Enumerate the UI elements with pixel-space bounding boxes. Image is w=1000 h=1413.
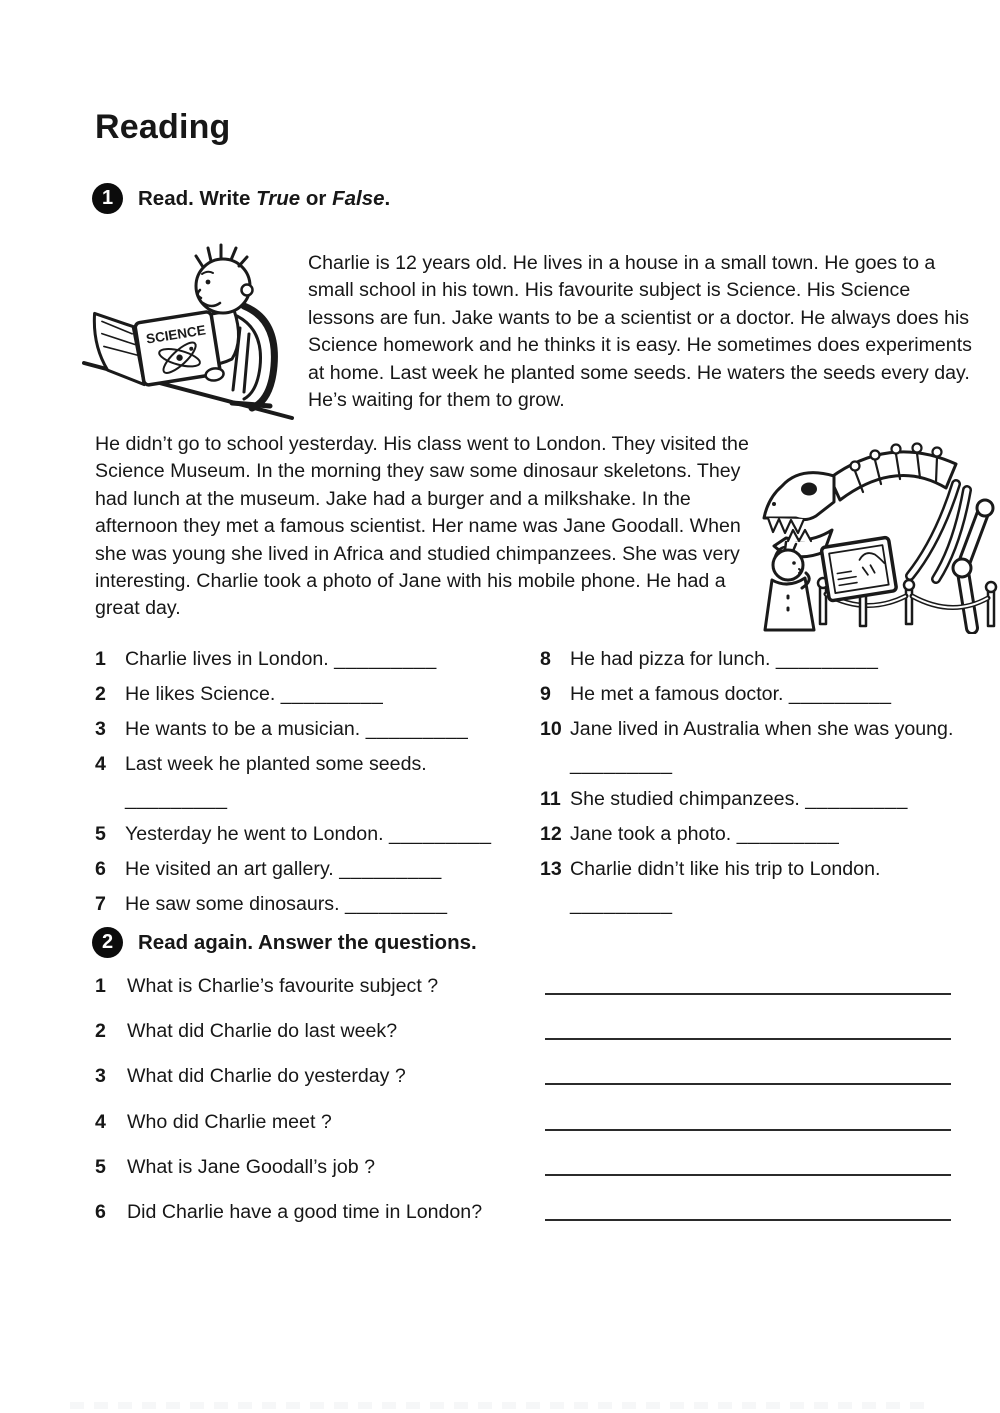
page-title: Reading: [95, 108, 231, 146]
instruction-text: Read. Write: [138, 186, 257, 210]
answer-blank: _________: [805, 788, 908, 810]
tf-statement: [95, 683, 540, 707]
statement-text: Jane lived in Australia when she was young.: [570, 718, 954, 740]
statement-number: 9: [540, 683, 551, 705]
dinosaur-museum-drawing: [760, 426, 1000, 634]
info-sign: [821, 537, 897, 626]
answer-line: [545, 1219, 951, 1221]
tf-statement: [540, 823, 1000, 847]
statement-text: Charlie didn’t like his trip to London.: [570, 858, 881, 880]
statement-text: He saw some dinosaurs.: [125, 893, 340, 915]
questions-list: [95, 975, 956, 1246]
dinosaur-skeleton-illustration: [760, 426, 1000, 634]
statement-number: 11: [540, 788, 561, 810]
statement-text: Charlie lives in London.: [125, 648, 329, 670]
book-title: SCIENCE: [145, 322, 207, 347]
exercise2-header: [92, 927, 477, 958]
statement-text: He had pizza for lunch.: [570, 648, 771, 670]
answer-blank: _________: [788, 683, 892, 705]
answer-line: [545, 1083, 951, 1085]
answer-line: [545, 1038, 951, 1040]
answer-blank: _________: [345, 893, 448, 915]
question-text: What did Charlie do yesterday ?: [127, 1065, 406, 1088]
tf-statement: [95, 823, 540, 847]
tf-statement: [540, 648, 1000, 672]
statement-number: 6: [95, 858, 106, 880]
statement-text: He likes Science.: [125, 683, 276, 705]
exercise1-header: [92, 183, 390, 214]
book-back-pages: [92, 308, 144, 391]
answer-blank: _________: [775, 648, 879, 670]
question-number: 5: [95, 1155, 106, 1178]
instruction-false-word: False: [332, 186, 385, 210]
boy-reading-drawing: [82, 240, 295, 421]
statement-text: Yesterday he went to London.: [125, 823, 384, 845]
question-number: 1: [95, 975, 106, 997]
answer-line: [545, 1174, 951, 1176]
question-number: 2: [95, 1020, 106, 1043]
answer-blank: _________: [365, 718, 469, 740]
question-row: [95, 1111, 956, 1156]
boy-reading-illustration: [82, 240, 295, 421]
question-number: 4: [95, 1110, 106, 1133]
answer-blank: _________: [570, 893, 673, 915]
statement-number: 5: [95, 823, 106, 845]
statement-text: Jane took a photo.: [570, 823, 732, 845]
question-text: What is Charlie’s favourite subject ?: [127, 975, 439, 997]
dino-neck: [830, 444, 956, 501]
exercise1-instruction: [138, 187, 390, 211]
tf-blank-row: [95, 788, 540, 812]
statement-text: Last week he planted some seeds.: [125, 753, 427, 775]
tf-blank-row: [540, 893, 1000, 917]
question-row: [95, 1201, 956, 1246]
reading-paragraph-1: Charlie is 12 years old. He lives in a house in a small town. He goes to a small school in his town. His favourite subject is Science. His Science lessons are fun. Jake wants to be a scientist or a doctor. He always does his Science homework and he thinks it is easy. He sometimes does experiments at home. Last week he planted some seeds. He waters the seeds every day. He’s waiting for them to grow.: [308, 252, 972, 412]
reading-paragraph-2: He didn’t go to school yesterday. His class went to London. They visited the Science Museum. In the morning they saw some dinosaur skeletons. They had lunch at the museum. Jake had a burger and a milkshake. In the afternoon they met a famous scientist. Her name was Jane Goodall. When she was young she lived in Africa and studied chimpanzees. She was very interesting. Charlie took a photo of Jane with his mobile phone. He had a great day.: [95, 433, 749, 620]
statement-number: 12: [540, 823, 562, 845]
tf-statement: [540, 858, 1000, 882]
question-text: Did Charlie have a good time in London?: [127, 1200, 483, 1223]
answer-line: [545, 993, 951, 995]
statement-number: 7: [95, 893, 106, 915]
tf-statement: [95, 718, 540, 742]
question-text: What is Jane Goodall’s job ?: [127, 1155, 375, 1178]
question-number: 6: [95, 1200, 106, 1223]
statement-text: He wants to be a musician.: [125, 718, 361, 740]
dino-skull: [764, 473, 834, 557]
statement-text: She studied chimpanzees.: [570, 788, 800, 810]
ear: [242, 285, 253, 296]
page-edge-artifact: [70, 1402, 930, 1409]
boy-head: [196, 245, 253, 313]
exercise2-instruction: Read again. Answer the questions.: [138, 930, 477, 954]
question-row: [95, 1020, 956, 1065]
statement-number: 13: [540, 858, 562, 880]
answer-blank: _________: [125, 788, 228, 810]
science-book: [92, 295, 225, 398]
question-row: [95, 1065, 956, 1110]
answer-blank: _________: [334, 648, 437, 670]
statement-text: He visited an art gallery.: [125, 858, 334, 880]
tf-statement: [540, 718, 1000, 742]
question-text: What did Charlie do last week?: [127, 1020, 398, 1043]
question-text: Who did Charlie meet ?: [127, 1110, 332, 1133]
tf-statement: [540, 788, 1000, 812]
tf-statement: [540, 683, 1000, 707]
question-row: [95, 1156, 956, 1201]
statement-text: He met a famous doctor.: [570, 683, 784, 705]
tf-statement: [95, 893, 540, 917]
exercise2-number-badge: 2: [92, 927, 123, 958]
answer-blank: _________: [339, 858, 442, 880]
answer-blank: _________: [570, 753, 673, 775]
statement-number: 2: [95, 683, 106, 705]
instruction-text: .: [384, 186, 391, 210]
instruction-true-word: True: [256, 186, 301, 210]
answer-blank: _________: [389, 823, 492, 845]
statement-number: 4: [95, 753, 106, 775]
tf-statement: [95, 858, 540, 882]
answer-blank: _________: [736, 823, 840, 845]
tf-blank-row: [540, 753, 1000, 777]
eye: [206, 280, 211, 285]
instruction-text: or: [300, 186, 333, 210]
tf-statement: [95, 753, 540, 777]
true-false-list-right: [540, 648, 1000, 928]
question-number: 3: [95, 1065, 106, 1088]
statement-number: 8: [540, 648, 551, 670]
statement-number: 10: [540, 718, 562, 740]
visitor-head: [773, 550, 803, 580]
exercise1-number-badge: 1: [92, 183, 123, 214]
answer-line: [545, 1129, 951, 1131]
true-false-list-left: [95, 648, 540, 928]
question-row: [95, 975, 956, 1020]
tf-statement: [95, 648, 540, 672]
answer-blank: _________: [280, 683, 384, 705]
statement-number: 3: [95, 718, 106, 740]
statement-number: 1: [95, 648, 106, 670]
